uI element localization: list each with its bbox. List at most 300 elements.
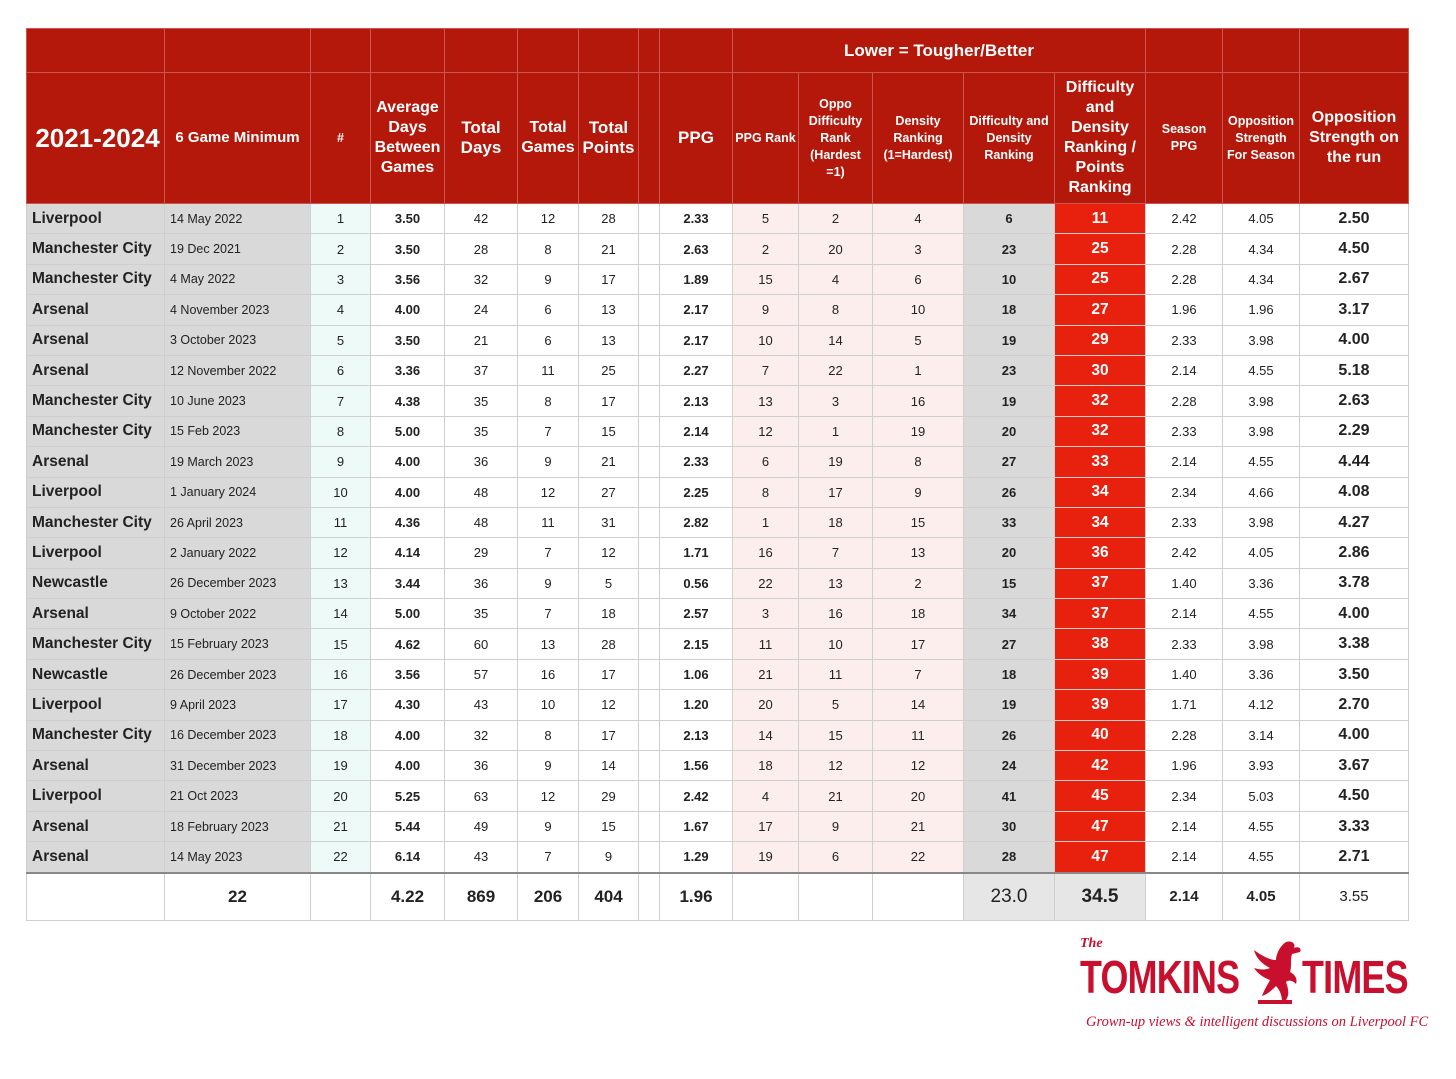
- rank-number-cell: 12: [311, 538, 371, 568]
- total-points-cell: 25: [579, 355, 639, 385]
- density-rank-cell: 14: [873, 690, 964, 720]
- rank-number-cell: 9: [311, 447, 371, 477]
- diff-density-points-rank-cell: 45: [1055, 781, 1146, 811]
- opp-strength-run-cell: 4.50: [1300, 234, 1409, 264]
- avg-days-cell: 3.36: [371, 355, 445, 385]
- diff-density-points-rank-cell: 39: [1055, 690, 1146, 720]
- avg-days-cell: 5.00: [371, 599, 445, 629]
- opp-strength-run-cell: 4.27: [1300, 507, 1409, 537]
- total-points-cell: 14: [579, 751, 639, 781]
- oppo-difficulty-rank-cell: 11: [799, 659, 873, 689]
- rank-number-cell: 14: [311, 599, 371, 629]
- ppg-rank-cell: 19: [733, 842, 799, 873]
- col-oppo-rank-heading: Oppo Difficulty Rank (Hardest =1): [799, 73, 873, 204]
- oppo-difficulty-rank-cell: 15: [799, 720, 873, 750]
- spacer-cell: [639, 325, 660, 355]
- date-cell: 19 Dec 2021: [165, 234, 311, 264]
- col-total-days-heading: Total Days: [445, 73, 518, 204]
- table-body: [27, 204, 1409, 873]
- ppg-rank-cell: 13: [733, 386, 799, 416]
- col-ppg-rank-heading: PPG Rank: [733, 73, 799, 204]
- diff-density-rank-cell: 27: [964, 447, 1055, 477]
- team-cell: Arsenal: [27, 295, 165, 325]
- season-ppg-cell: 2.34: [1146, 477, 1223, 507]
- opp-strength-run-cell: 4.08: [1300, 477, 1409, 507]
- spacer-cell: [639, 447, 660, 477]
- oppo-difficulty-rank-cell: 21: [799, 781, 873, 811]
- total-opp-strength-run: 3.55: [1300, 873, 1409, 921]
- density-rank-cell: 4: [873, 204, 964, 234]
- ppg-cell: 2.14: [660, 416, 733, 446]
- date-cell: 1 January 2024: [165, 477, 311, 507]
- total-diff-density: 23.0: [964, 873, 1055, 921]
- header-band-row: [27, 29, 1409, 73]
- team-cell: Arsenal: [27, 599, 165, 629]
- ppg-cell: 1.06: [660, 659, 733, 689]
- total-points-cell: 31: [579, 507, 639, 537]
- diff-density-points-rank-cell: 25: [1055, 234, 1146, 264]
- team-cell: Arsenal: [27, 447, 165, 477]
- rank-number-cell: 21: [311, 811, 371, 841]
- avg-days-cell: 4.00: [371, 720, 445, 750]
- avg-days-cell: 4.00: [371, 447, 445, 477]
- opp-strength-run-cell: 2.71: [1300, 842, 1409, 873]
- spacer-cell: [639, 842, 660, 873]
- oppo-difficulty-rank-cell: 1: [799, 416, 873, 446]
- density-rank-cell: 2: [873, 568, 964, 598]
- spacer-cell: [639, 264, 660, 294]
- ppg-rank-cell: 21: [733, 659, 799, 689]
- rank-number-cell: 10: [311, 477, 371, 507]
- avg-days-cell: 4.30: [371, 690, 445, 720]
- total-games-cell: 13: [518, 629, 579, 659]
- ppg-rank-cell: 12: [733, 416, 799, 446]
- table-row: [27, 659, 1409, 689]
- total-points-cell: 17: [579, 386, 639, 416]
- season-ppg-cell: 2.28: [1146, 386, 1223, 416]
- rank-number-cell: 22: [311, 842, 371, 873]
- total-days-cell: 21: [445, 325, 518, 355]
- logo-word-tomkins: TOMKINS: [1080, 951, 1240, 1003]
- opp-strength-run-cell: 2.50: [1300, 204, 1409, 234]
- diff-density-rank-cell: 23: [964, 234, 1055, 264]
- avg-days-cell: 3.50: [371, 204, 445, 234]
- total-points-cell: 9: [579, 842, 639, 873]
- ppg-cell: 2.17: [660, 325, 733, 355]
- total-days-cell: 43: [445, 842, 518, 873]
- table-row: [27, 416, 1409, 446]
- opp-strength-season-cell: 4.34: [1223, 234, 1300, 264]
- avg-days-cell: 5.44: [371, 811, 445, 841]
- season-ppg-cell: 2.34: [1146, 781, 1223, 811]
- date-cell: 26 December 2023: [165, 659, 311, 689]
- avg-days-cell: 4.14: [371, 538, 445, 568]
- col-diff-density-heading: Difficulty and Density Ranking: [964, 73, 1055, 204]
- total-days-cell: 35: [445, 386, 518, 416]
- ppg-cell: 2.13: [660, 386, 733, 416]
- opp-strength-season-cell: 4.55: [1223, 842, 1300, 873]
- avg-days-cell: 4.36: [371, 507, 445, 537]
- col-season-ppg-heading: Season PPG: [1146, 73, 1223, 204]
- diff-density-points-rank-cell: 37: [1055, 568, 1146, 598]
- density-rank-cell: 1: [873, 355, 964, 385]
- date-cell: 4 May 2022: [165, 264, 311, 294]
- col-opp-strength-run-heading: Opposition Strength on the run: [1300, 73, 1409, 204]
- table-row: [27, 264, 1409, 294]
- opp-strength-run-cell: 4.00: [1300, 325, 1409, 355]
- total-games-cell: 7: [518, 538, 579, 568]
- team-cell: Manchester City: [27, 234, 165, 264]
- avg-days-cell: 4.62: [371, 629, 445, 659]
- team-cell: Manchester City: [27, 629, 165, 659]
- oppo-difficulty-rank-cell: 3: [799, 386, 873, 416]
- diff-density-points-rank-cell: 40: [1055, 720, 1146, 750]
- diff-density-rank-cell: 19: [964, 325, 1055, 355]
- team-cell: Manchester City: [27, 720, 165, 750]
- total-points-cell: 15: [579, 416, 639, 446]
- density-rank-cell: 18: [873, 599, 964, 629]
- season-ppg-cell: 2.33: [1146, 629, 1223, 659]
- team-cell: Manchester City: [27, 264, 165, 294]
- avg-days-cell: 3.56: [371, 264, 445, 294]
- ppg-rank-cell: 7: [733, 355, 799, 385]
- density-rank-cell: 16: [873, 386, 964, 416]
- opp-strength-season-cell: 4.55: [1223, 355, 1300, 385]
- diff-density-rank-cell: 28: [964, 842, 1055, 873]
- total-games-cell: 7: [518, 416, 579, 446]
- opp-strength-season-cell: 3.98: [1223, 386, 1300, 416]
- season-ppg-cell: 1.40: [1146, 659, 1223, 689]
- date-cell: 12 November 2022: [165, 355, 311, 385]
- ppg-cell: 2.42: [660, 781, 733, 811]
- liver-bird-icon: [1246, 938, 1304, 1008]
- density-rank-cell: 5: [873, 325, 964, 355]
- table-row: [27, 204, 1409, 234]
- spacer-cell: [639, 629, 660, 659]
- team-cell: Arsenal: [27, 325, 165, 355]
- diff-density-rank-cell: 34: [964, 599, 1055, 629]
- diff-density-points-rank-cell: 30: [1055, 355, 1146, 385]
- opp-strength-season-cell: 4.55: [1223, 811, 1300, 841]
- oppo-difficulty-rank-cell: 17: [799, 477, 873, 507]
- col-opp-strength-season-heading: Opposition Strength For Season: [1223, 73, 1300, 204]
- opp-strength-season-cell: 3.98: [1223, 325, 1300, 355]
- diff-density-rank-cell: 15: [964, 568, 1055, 598]
- total-days-cell: 37: [445, 355, 518, 385]
- oppo-difficulty-rank-cell: 13: [799, 568, 873, 598]
- ppg-cell: 0.56: [660, 568, 733, 598]
- totals-row: [27, 873, 1409, 921]
- rank-number-cell: 15: [311, 629, 371, 659]
- total-games-cell: 12: [518, 477, 579, 507]
- season-ppg-cell: 2.28: [1146, 264, 1223, 294]
- rank-number-cell: 16: [311, 659, 371, 689]
- col-avg-days-heading: Average Days Between Games: [371, 73, 445, 204]
- total-days-cell: 36: [445, 447, 518, 477]
- team-cell: Newcastle: [27, 568, 165, 598]
- density-rank-cell: 21: [873, 811, 964, 841]
- total-days-cell: 32: [445, 264, 518, 294]
- date-cell: 2 January 2022: [165, 538, 311, 568]
- rank-number-cell: 20: [311, 781, 371, 811]
- diff-density-rank-cell: 30: [964, 811, 1055, 841]
- diff-density-rank-cell: 6: [964, 204, 1055, 234]
- table-row: [27, 690, 1409, 720]
- avg-days-cell: 5.25: [371, 781, 445, 811]
- avg-days-cell: 4.38: [371, 386, 445, 416]
- ppg-cell: 2.15: [660, 629, 733, 659]
- avg-days-cell: 3.50: [371, 234, 445, 264]
- diff-density-points-rank-cell: 33: [1055, 447, 1146, 477]
- season-ppg-cell: 2.14: [1146, 447, 1223, 477]
- ppg-rank-cell: 5: [733, 204, 799, 234]
- total-days-cell: 42: [445, 204, 518, 234]
- diff-density-rank-cell: 18: [964, 295, 1055, 325]
- total-points-cell: 28: [579, 629, 639, 659]
- min-games-heading: 6 Game Minimum: [165, 73, 311, 204]
- rank-number-cell: 1: [311, 204, 371, 234]
- season-ppg-cell: 2.14: [1146, 599, 1223, 629]
- oppo-difficulty-rank-cell: 12: [799, 751, 873, 781]
- diff-density-rank-cell: 20: [964, 538, 1055, 568]
- total-points-cell: 13: [579, 325, 639, 355]
- ppg-cell: 2.33: [660, 447, 733, 477]
- spacer-cell: [639, 751, 660, 781]
- team-cell: Liverpool: [27, 204, 165, 234]
- total-games-cell: 9: [518, 568, 579, 598]
- ppg-cell: 1.56: [660, 751, 733, 781]
- opp-strength-run-cell: 4.44: [1300, 447, 1409, 477]
- opp-strength-season-cell: 4.05: [1223, 204, 1300, 234]
- logo-the: The: [1080, 936, 1103, 951]
- tomkins-times-logo: [1080, 936, 1440, 1036]
- logo-tagline: Grown-up views & intelligent discussions on Liverpool FC: [1086, 1014, 1429, 1030]
- season-ppg-cell: 1.96: [1146, 295, 1223, 325]
- table-row: [27, 568, 1409, 598]
- season-ppg-cell: 2.33: [1146, 325, 1223, 355]
- col-ppg-heading: PPG: [660, 73, 733, 204]
- diff-density-rank-cell: 23: [964, 355, 1055, 385]
- ppg-rank-cell: 20: [733, 690, 799, 720]
- opp-strength-run-cell: 3.78: [1300, 568, 1409, 598]
- date-cell: 15 February 2023: [165, 629, 311, 659]
- avg-days-cell: 3.50: [371, 325, 445, 355]
- team-cell: Manchester City: [27, 507, 165, 537]
- oppo-difficulty-rank-cell: 10: [799, 629, 873, 659]
- total-points-cell: 18: [579, 599, 639, 629]
- season-ppg-cell: 2.28: [1146, 234, 1223, 264]
- total-games-cell: 10: [518, 690, 579, 720]
- spacer-cell: [639, 477, 660, 507]
- ppg-cell: 1.71: [660, 538, 733, 568]
- spacer-cell: [639, 599, 660, 629]
- avg-days-cell: 3.44: [371, 568, 445, 598]
- total-games-cell: 9: [518, 447, 579, 477]
- logo-word-times: TIMES: [1302, 951, 1408, 1003]
- opp-strength-season-cell: 5.03: [1223, 781, 1300, 811]
- col-diff-density-points-heading: Difficulty and Density Ranking / Points Ranking: [1055, 73, 1146, 204]
- diff-density-rank-cell: 26: [964, 720, 1055, 750]
- diff-density-rank-cell: 26: [964, 477, 1055, 507]
- rank-number-cell: 7: [311, 386, 371, 416]
- header-row: [27, 73, 1409, 204]
- ppg-rank-cell: 10: [733, 325, 799, 355]
- total-days-cell: 35: [445, 416, 518, 446]
- opp-strength-season-cell: 4.05: [1223, 538, 1300, 568]
- diff-density-rank-cell: 19: [964, 690, 1055, 720]
- total-days-cell: 49: [445, 811, 518, 841]
- ppg-rank-cell: 1: [733, 507, 799, 537]
- density-rank-cell: 11: [873, 720, 964, 750]
- season-ppg-cell: 2.33: [1146, 507, 1223, 537]
- density-rank-cell: 12: [873, 751, 964, 781]
- total-days-cell: 35: [445, 599, 518, 629]
- diff-density-points-rank-cell: 42: [1055, 751, 1146, 781]
- diff-density-points-rank-cell: 47: [1055, 842, 1146, 873]
- rank-number-cell: 4: [311, 295, 371, 325]
- date-cell: 19 March 2023: [165, 447, 311, 477]
- season-heading: 2021-2024: [27, 73, 165, 204]
- ppg-rank-cell: 3: [733, 599, 799, 629]
- ppg-cell: 2.25: [660, 477, 733, 507]
- density-rank-cell: 19: [873, 416, 964, 446]
- total-games-cell: 9: [518, 264, 579, 294]
- team-cell: Arsenal: [27, 355, 165, 385]
- ppg-rank-cell: 8: [733, 477, 799, 507]
- opp-strength-run-cell: 3.33: [1300, 811, 1409, 841]
- date-cell: 18 February 2023: [165, 811, 311, 841]
- rank-number-cell: 6: [311, 355, 371, 385]
- total-days-cell: 29: [445, 538, 518, 568]
- total-points-cell: 21: [579, 234, 639, 264]
- season-ppg-cell: 2.42: [1146, 538, 1223, 568]
- opp-strength-season-cell: 3.98: [1223, 629, 1300, 659]
- ppg-rank-cell: 17: [733, 811, 799, 841]
- team-cell: Arsenal: [27, 811, 165, 841]
- spacer-cell: [639, 386, 660, 416]
- diff-density-points-rank-cell: 38: [1055, 629, 1146, 659]
- total-games-cell: 12: [518, 781, 579, 811]
- table-row: [27, 842, 1409, 873]
- opp-strength-run-cell: 2.70: [1300, 690, 1409, 720]
- ppg-cell: 2.82: [660, 507, 733, 537]
- table-row: [27, 811, 1409, 841]
- col-density-rank-heading: Density Ranking (1=Hardest): [873, 73, 964, 204]
- diff-density-rank-cell: 33: [964, 507, 1055, 537]
- diff-density-rank-cell: 27: [964, 629, 1055, 659]
- season-ppg-cell: 1.96: [1146, 751, 1223, 781]
- diff-density-points-rank-cell: 36: [1055, 538, 1146, 568]
- total-points-cell: 17: [579, 659, 639, 689]
- season-ppg-cell: 1.40: [1146, 568, 1223, 598]
- density-rank-cell: 20: [873, 781, 964, 811]
- opp-strength-run-cell: 2.86: [1300, 538, 1409, 568]
- rank-number-cell: 2: [311, 234, 371, 264]
- table-row: [27, 234, 1409, 264]
- col-total-points-heading: Total Points: [579, 73, 639, 204]
- ppg-cell: 2.63: [660, 234, 733, 264]
- date-cell: 3 October 2023: [165, 325, 311, 355]
- opp-strength-run-cell: 4.00: [1300, 720, 1409, 750]
- density-rank-cell: 7: [873, 659, 964, 689]
- total-points: 404: [579, 873, 639, 921]
- opp-strength-season-cell: 4.66: [1223, 477, 1300, 507]
- total-games-cell: 7: [518, 842, 579, 873]
- rank-number-cell: 8: [311, 416, 371, 446]
- total-days-cell: 43: [445, 690, 518, 720]
- team-cell: Manchester City: [27, 386, 165, 416]
- diff-density-rank-cell: 41: [964, 781, 1055, 811]
- date-cell: 14 May 2022: [165, 204, 311, 234]
- opp-strength-season-cell: 4.55: [1223, 447, 1300, 477]
- spacer-cell: [639, 295, 660, 325]
- ppg-cell: 1.89: [660, 264, 733, 294]
- rank-number-cell: 18: [311, 720, 371, 750]
- team-cell: Manchester City: [27, 416, 165, 446]
- date-cell: 26 December 2023: [165, 568, 311, 598]
- season-ppg-cell: 2.14: [1146, 842, 1223, 873]
- oppo-difficulty-rank-cell: 22: [799, 355, 873, 385]
- opp-strength-run-cell: 4.00: [1300, 599, 1409, 629]
- opp-strength-season-cell: 4.55: [1223, 599, 1300, 629]
- total-points-cell: 28: [579, 204, 639, 234]
- spacer-cell: [639, 355, 660, 385]
- opp-strength-run-cell: 2.67: [1300, 264, 1409, 294]
- rank-number-cell: 11: [311, 507, 371, 537]
- spacer-cell: [639, 538, 660, 568]
- oppo-difficulty-rank-cell: 20: [799, 234, 873, 264]
- opp-strength-run-cell: 3.50: [1300, 659, 1409, 689]
- opp-strength-run-cell: 4.50: [1300, 781, 1409, 811]
- team-cell: Arsenal: [27, 751, 165, 781]
- total-points-cell: 12: [579, 538, 639, 568]
- opp-strength-season-cell: 3.93: [1223, 751, 1300, 781]
- date-cell: 10 June 2023: [165, 386, 311, 416]
- opp-strength-run-cell: 3.67: [1300, 751, 1409, 781]
- total-games-cell: 6: [518, 295, 579, 325]
- table-row: [27, 538, 1409, 568]
- opp-strength-season-cell: 4.34: [1223, 264, 1300, 294]
- table-row: [27, 355, 1409, 385]
- spacer-cell: [639, 568, 660, 598]
- diff-density-points-rank-cell: 27: [1055, 295, 1146, 325]
- season-ppg-cell: 2.14: [1146, 811, 1223, 841]
- avg-days-cell: 4.00: [371, 477, 445, 507]
- total-count: 22: [165, 873, 311, 921]
- spacer-cell: [639, 234, 660, 264]
- spacer-cell: [639, 659, 660, 689]
- total-ppg: 1.96: [660, 873, 733, 921]
- total-games-cell: 8: [518, 234, 579, 264]
- band-label: Lower = Tougher/Better: [733, 29, 1146, 73]
- rank-number-cell: 3: [311, 264, 371, 294]
- opp-strength-season-cell: 3.36: [1223, 568, 1300, 598]
- spacer-cell: [639, 720, 660, 750]
- table-row: [27, 295, 1409, 325]
- total-points-cell: 21: [579, 447, 639, 477]
- oppo-difficulty-rank-cell: 18: [799, 507, 873, 537]
- total-days-cell: 60: [445, 629, 518, 659]
- total-days-cell: 32: [445, 720, 518, 750]
- date-cell: 31 December 2023: [165, 751, 311, 781]
- opp-strength-season-cell: 3.98: [1223, 416, 1300, 446]
- avg-days-cell: 4.00: [371, 751, 445, 781]
- opp-strength-run-cell: 3.17: [1300, 295, 1409, 325]
- total-games-cell: 11: [518, 507, 579, 537]
- stats-table: [26, 28, 1409, 921]
- ppg-rank-cell: 9: [733, 295, 799, 325]
- oppo-difficulty-rank-cell: 7: [799, 538, 873, 568]
